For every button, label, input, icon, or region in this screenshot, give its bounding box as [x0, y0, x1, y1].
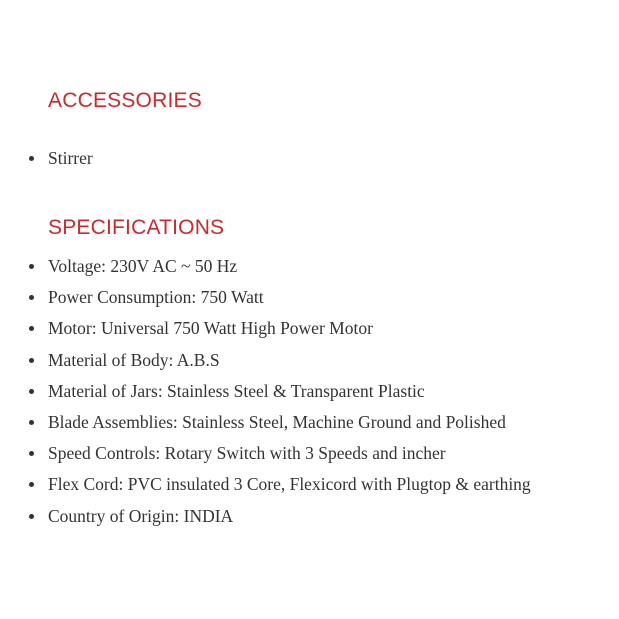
specifications-heading: SPECIFICATIONS [48, 216, 225, 239]
accessories-heading: ACCESSORIES [48, 89, 202, 112]
list-item-text: Stirrer [48, 148, 93, 168]
list-item [0, 147, 93, 178]
list-item-text: Material of Jars: Stainless Steel & Transparent Plastic [48, 380, 425, 401]
specifications-list [0, 255, 531, 536]
bullet-icon [29, 156, 34, 161]
list-item [0, 505, 531, 536]
list-item-text: Flex Cord: PVC insulated 3 Core, Flexicord with Plugtop & earthing [48, 474, 531, 495]
bullet-icon [29, 389, 34, 394]
list-item [0, 380, 531, 411]
list-item-text: Country of Origin: INDIA [48, 505, 234, 526]
list-item [0, 317, 531, 348]
list-item [0, 442, 531, 473]
list-item-text: Material of Body: A.B.S [48, 349, 220, 370]
list-item-text: Voltage: 230V AC ~ 50 Hz [48, 256, 238, 276]
bullet-icon [29, 326, 34, 331]
list-item [0, 411, 531, 442]
bullet-icon [29, 358, 34, 363]
list-item-text: Blade Assemblies: Stainless Steel, Machine Ground and Polished [48, 411, 506, 432]
bullet-icon [29, 482, 34, 487]
bullet-icon [29, 451, 34, 456]
list-item [0, 473, 531, 504]
list-item [0, 349, 531, 380]
bullet-icon [29, 514, 34, 519]
list-item-text: Power Consumption: 750 Watt [48, 287, 264, 308]
bullet-icon [29, 295, 34, 300]
list-item-text: Speed Controls: Rotary Switch with 3 Speeds and incher [48, 443, 446, 464]
accessories-list [0, 147, 93, 178]
list-item [0, 255, 531, 286]
bullet-icon [29, 420, 34, 425]
bullet-icon [29, 264, 34, 269]
list-item [0, 286, 531, 317]
list-item-text: Motor: Universal 750 Watt High Power Motor [48, 318, 373, 339]
